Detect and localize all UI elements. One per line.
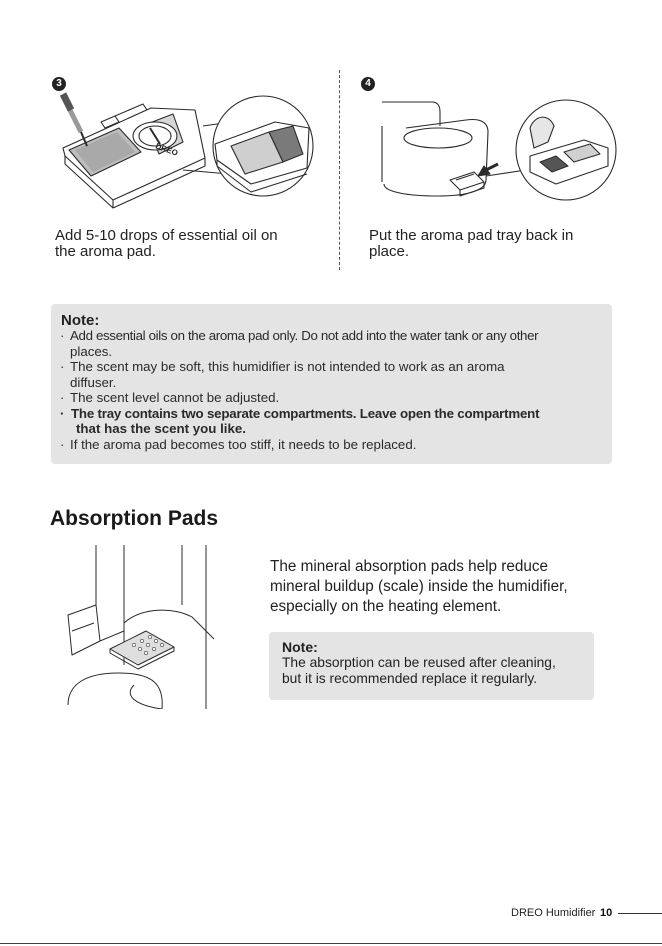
note-bullet: ·	[60, 390, 65, 405]
absorption-description-line-2: mineral buildup (scale) inside the humidifier,	[270, 578, 568, 595]
note-bullet: ·	[60, 405, 65, 421]
note-item-1-line-2: places.	[70, 343, 113, 359]
step-4-caption-line-2: place.	[369, 243, 410, 260]
absorption-note-title: Note:	[282, 639, 318, 655]
note-item-2	[60, 359, 608, 390]
note-item-4-line-1: The tray contains two separate compartments. Leave open the compartment	[71, 405, 540, 421]
aroma-note-title: Note:	[61, 312, 100, 329]
aroma-note-box	[51, 304, 612, 464]
absorption-note-line-2: but it is recommended replace it regularly.	[282, 671, 538, 686]
note-item-3-line-1: The scent level cannot be adjusted.	[70, 390, 280, 405]
absorption-note-box	[269, 632, 594, 700]
aroma-tray-oil-illustration	[55, 88, 315, 218]
note-item-4	[60, 406, 608, 437]
absorption-description-line-1: The mineral absorption pads help reduce	[270, 558, 549, 575]
step-4-caption-line-1: Put the aroma pad tray back in	[369, 227, 574, 244]
absorption-note-line-1: The absorption can be reused after cleaning,	[282, 655, 556, 670]
step-3-caption-line-2: the aroma pad.	[55, 243, 156, 260]
note-item-5	[60, 437, 608, 453]
absorption-description-line-3: especially on the heating element.	[270, 598, 502, 615]
step-4-caption	[369, 228, 629, 260]
note-item-4-line-2: that has the scent you like.	[76, 421, 246, 436]
note-item-2-line-2: diffuser.	[70, 374, 117, 390]
column-divider	[339, 70, 340, 270]
note-item-1-line-1: Add essential oils on the aroma pad only. Do not add into the water tank or any other	[70, 328, 539, 343]
aroma-tray-insert-illustration	[378, 92, 618, 204]
step-3-caption-line-1: Add 5-10 drops of essential oil on	[55, 227, 278, 244]
page-number: 10	[600, 907, 613, 919]
note-item-3	[60, 390, 608, 406]
footer-brand: DREO Humidifier	[511, 907, 596, 919]
note-item-1	[60, 328, 608, 359]
absorption-description	[270, 557, 630, 617]
step-3-caption	[55, 228, 325, 260]
aroma-note-list	[60, 328, 608, 452]
illustration-brand-label: DREO	[154, 141, 180, 158]
note-item-2-line-1: The scent may be soft, this humidifier is not intended to work as an aroma	[70, 359, 505, 374]
note-bullet: ·	[60, 359, 65, 374]
note-item-5-line-1: If the aroma pad becomes too stiff, it needs to be replaced.	[70, 436, 417, 452]
absorption-note-text	[282, 655, 592, 687]
step-4-number: 4	[361, 77, 375, 91]
note-bullet: ·	[60, 328, 65, 343]
page-bottom-border	[0, 943, 662, 944]
footer-rule	[618, 913, 662, 914]
absorption-section-title: Absorption Pads	[50, 507, 219, 530]
step-3-number: 3	[52, 77, 66, 91]
absorption-pad-illustration	[64, 545, 224, 709]
note-bullet: ·	[60, 436, 65, 452]
